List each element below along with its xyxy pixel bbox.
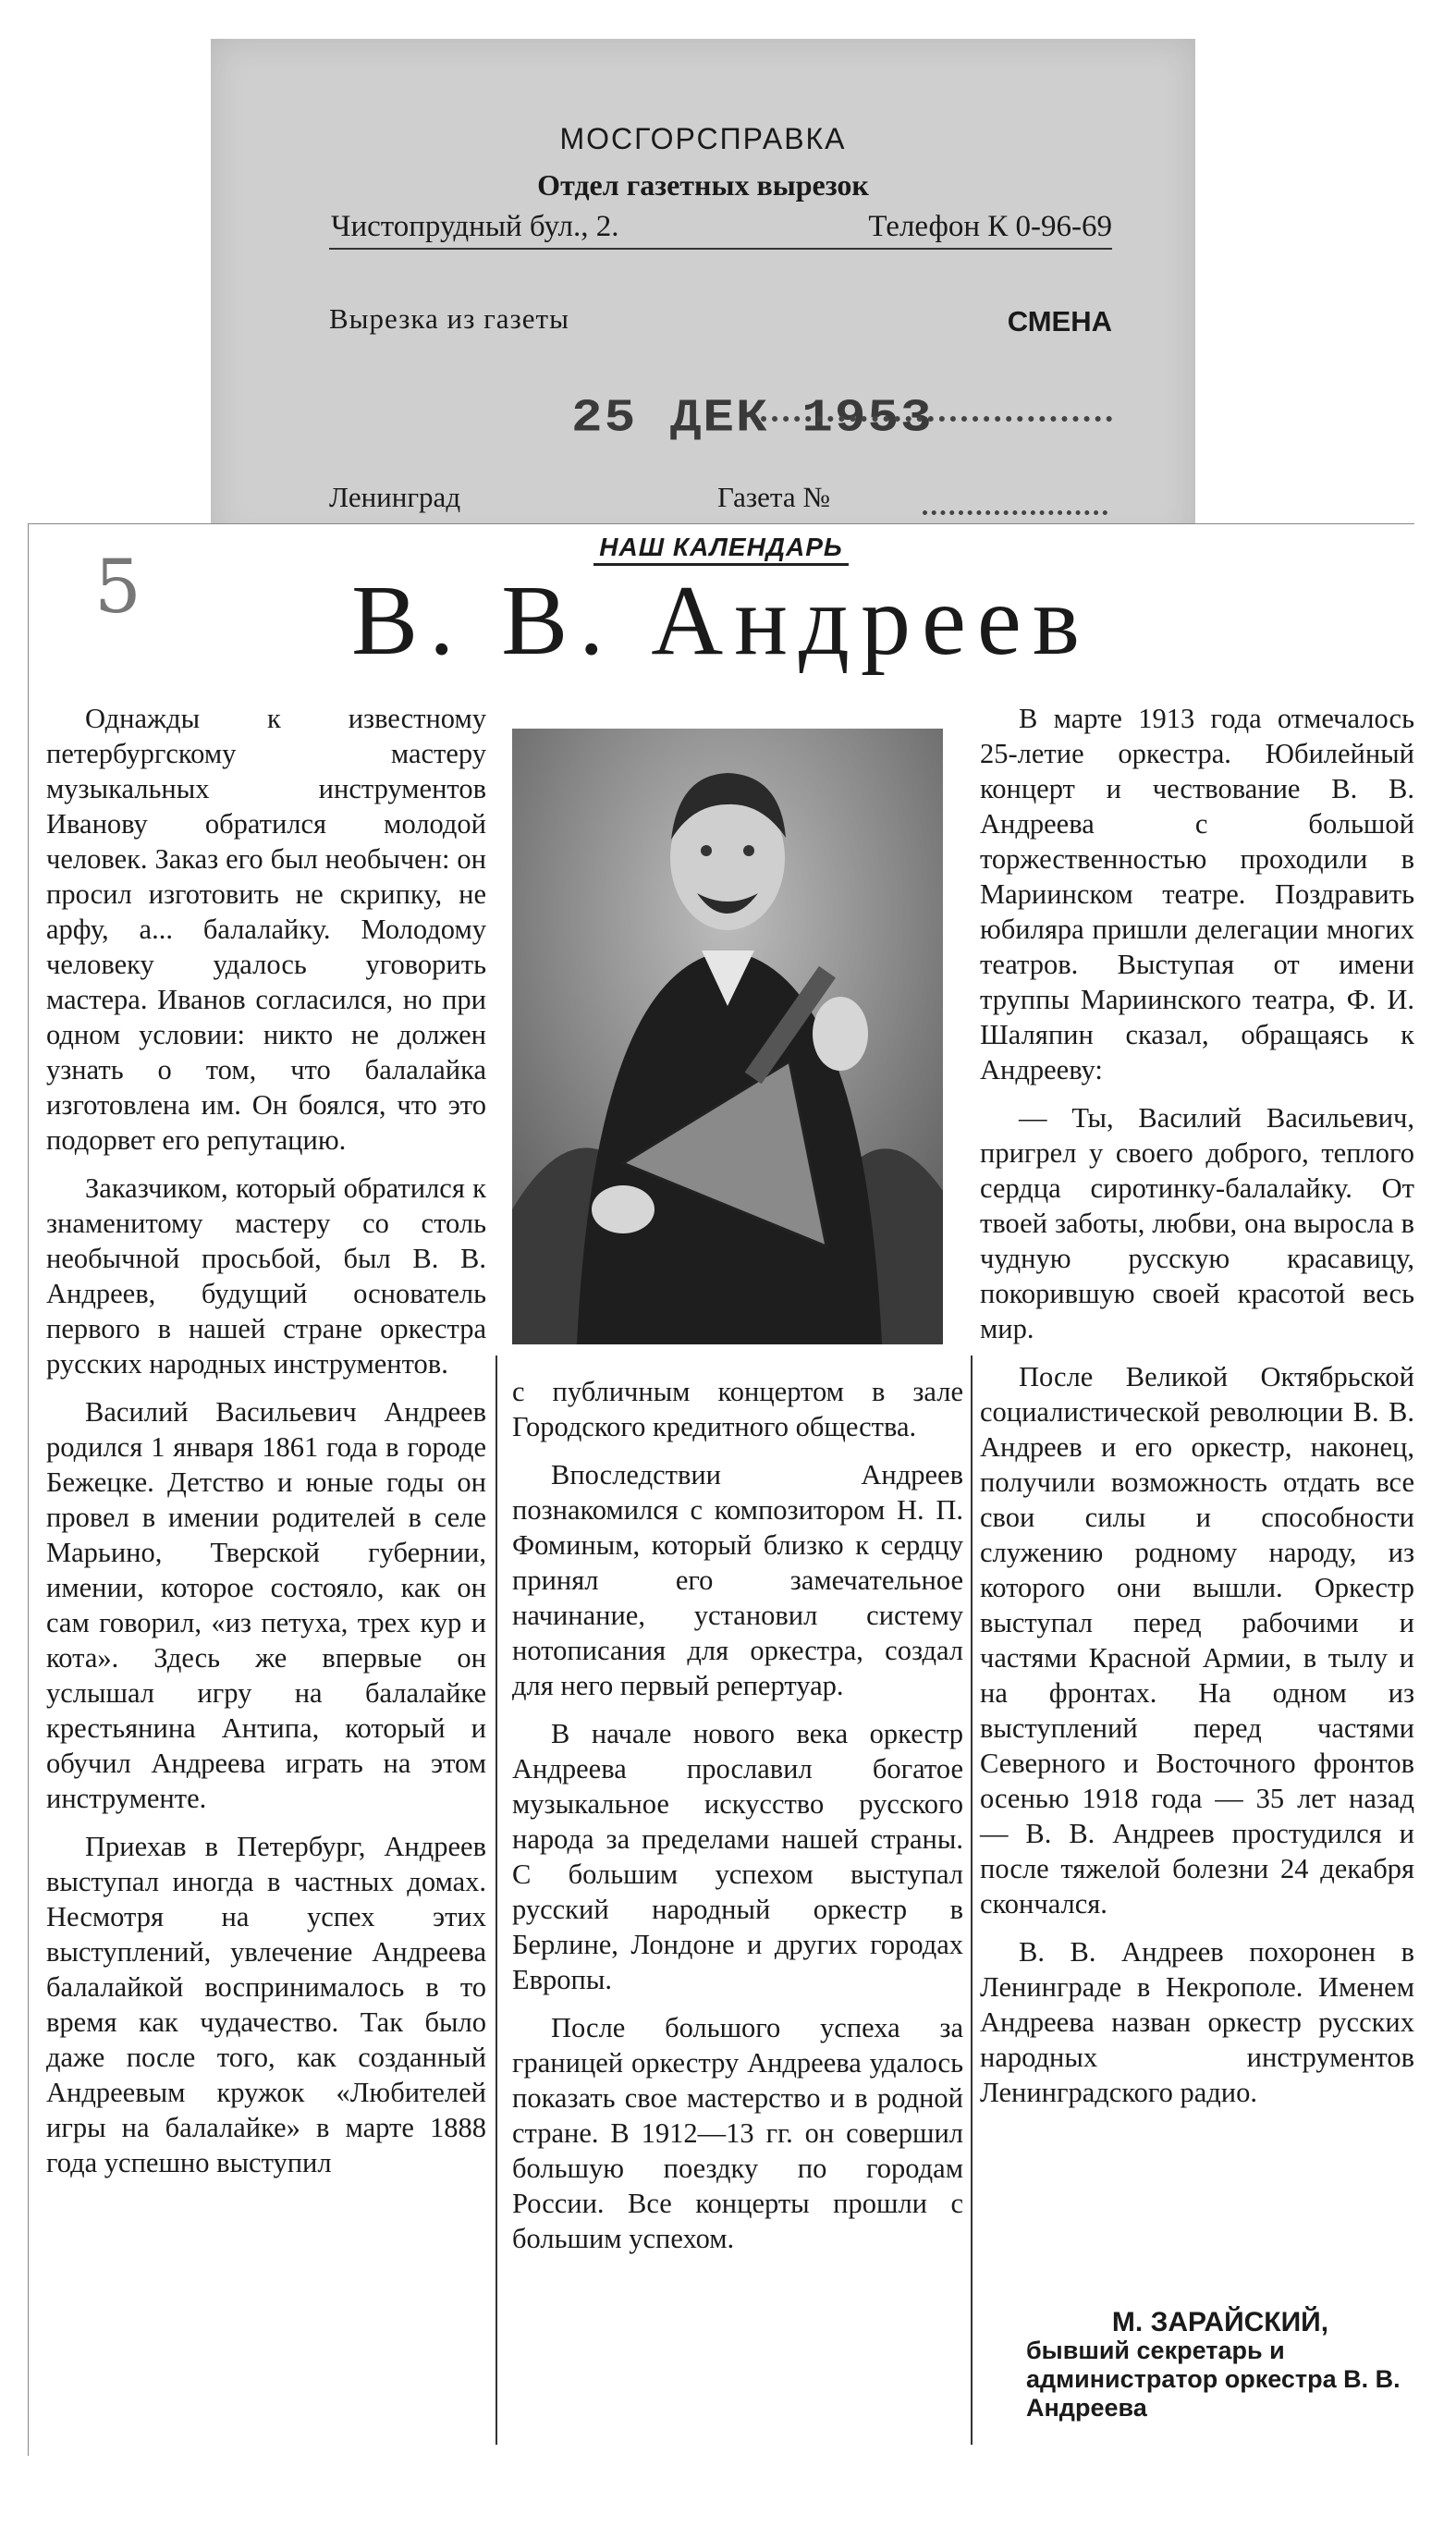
column-2 bbox=[512, 1374, 963, 2269]
paragraph: Василий Васильевич Андреев родился 1 января 1861 года в городе Бежецке. Детство и юные годы он провел в имении родителей в селе Марьино, Тверской губернии, имении, которое состояло, как он сам говорил, «из петуха, трех кур и кота». Здесь же впервые он услышал игру на балалайке крестьянина Антипа, который и обучил Андреева играть на этом инструменте. bbox=[46, 1396, 486, 1814]
slip-newspaper-name: СМЕНА bbox=[1007, 305, 1112, 337]
author-role: бывший секретарь и администратор оркестра В. В. Андреева bbox=[1026, 2337, 1401, 2422]
column-1 bbox=[46, 701, 486, 2193]
article-title: В. В. Андреев bbox=[351, 566, 1091, 676]
slip-city: Ленинград bbox=[329, 481, 461, 513]
paragraph: — Ты, Василий Васильевич, пригрел у своего доброго, теплого сердца сиротинку-балалайку. От твоей заботы, любви, она выросла в чудную русскую красавицу, покорившую своей красотой весь мир. bbox=[980, 1102, 1414, 1344]
rubric bbox=[28, 533, 1414, 562]
slip-rule bbox=[329, 248, 1112, 250]
handwritten-mark: 5 bbox=[94, 544, 141, 630]
column-divider bbox=[971, 1356, 973, 2445]
newspaper-article bbox=[28, 523, 1414, 2456]
paragraph: В марте 1913 года отмечалось 25-летие оркестра. Юбилейный концерт и чествование В. В. Андреева с большой торжественностью проходили в Мариинском театре. Поздравить юбиляра пришли делегации многих театров. Выступая от имени труппы Мариинского театра, Ф. И. Шаляпин сказал, обращаясь к Андрееву: bbox=[980, 703, 1414, 1086]
paragraph: В. В. Андреев похоронен в Ленинграде в Некрополе. Именем Андреева назван оркестр русских народных инструментов Ленинградского радио. bbox=[980, 1936, 1414, 2108]
paragraph: Заказчиком, который обратился к знаменитому мастеру со столь необычной просьбой, был В. В. Андреев, будущий основатель первого в нашей стране оркестра русских народных инструментов. bbox=[46, 1172, 486, 1380]
column-3 bbox=[980, 701, 1414, 2123]
slip-address: Чистопрудный бул., 2. bbox=[331, 210, 619, 243]
portrait-photo bbox=[512, 729, 943, 1344]
paragraph: Приехав в Петербург, Андреев выступал иногда в частных домах. Несмотря на успех этих выступлений, увлечение Андреева балалайкой воспринималось в то время как чудачество. Так было даже после того, как созданный Андреевым кружок «Любителей игры на балалайке» в марте 1888 года успешно выступил bbox=[46, 1831, 486, 2178]
author-signature bbox=[1026, 2308, 1414, 2423]
slip-office-name: МОСГОРСПРАВКА bbox=[559, 122, 847, 155]
portrait-image bbox=[512, 729, 943, 1344]
slip-gazette-label: Газета № bbox=[717, 481, 830, 513]
article-edge bbox=[28, 523, 1414, 524]
slip-department: Отдел газетных вырезок bbox=[537, 168, 869, 202]
rubric-label: НАШ КАЛЕНДАРЬ bbox=[593, 533, 848, 566]
slip-gazette-dots bbox=[923, 510, 1107, 515]
slip-phone: Телефон К 0-96-69 bbox=[868, 210, 1112, 243]
paragraph: В начале нового века оркестр Андреева прославил богатое музыкальное искусство русского народа за пределами нашей страны. С большим успехом выступал русский народный оркестр в Берлине, Лондоне и других городах Европы. bbox=[512, 1718, 963, 1995]
paragraph: с публичным концертом в зале Городского кредитного общества. bbox=[512, 1376, 963, 1442]
author-name: М. ЗАРАЙСКИЙ, bbox=[1111, 2307, 1329, 2337]
article-edge bbox=[28, 523, 29, 2456]
column-divider bbox=[496, 1356, 497, 2445]
slip-date-stamp: 25 ДЕК 1953 bbox=[571, 391, 934, 445]
clipping-slip bbox=[211, 39, 1195, 546]
paragraph: После Великой Октябрьской социалистической революции В. В. Андреев и его оркестр, наконец, получили возможность отдать все свои силы и способности служению родному народу, из которого они вышли. Оркестр выступал перед рабочими и частями Красной Армии, в тылу и на фронтах. На одном из выступлений перед частями Северного и Восточного фронтов осенью 1918 года — 35 лет назад — В. В. Андреев простудился и после тяжелой болезни 24 декабря скончался. bbox=[980, 1361, 1414, 1920]
slip-dotted-line bbox=[761, 416, 1112, 422]
paragraph: Однажды к известному петербургскому мастеру музыкальных инструментов Иванову обратился молодой человек. Заказ его был необычен: он просил изготовить не скрипку, не арфу, а... балалайку. Молодому человеку удалось уговорить мастера. Иванов согласился, но при одном условии: никто не должен узнать о том, что балалайка изготовлена им. Он боялся, что это подорвет его репутацию. bbox=[46, 703, 486, 1156]
paragraph: После большого успеха за границей оркестру Андреева удалось показать свое мастерство и в родной стране. В 1912—13 гг. он совершил большую поездку по городам России. Все концерты прошли с большим успехом. bbox=[512, 2012, 963, 2254]
paragraph: Впоследствии Андреев познакомился с композитором Н. П. Фоминым, который близко к сердцу принял его замечательное начинание, установил систему нотописания для оркестра, создал для него первый репертуар. bbox=[512, 1459, 963, 1701]
slip-cutting-label: Вырезка из газеты bbox=[329, 302, 569, 335]
